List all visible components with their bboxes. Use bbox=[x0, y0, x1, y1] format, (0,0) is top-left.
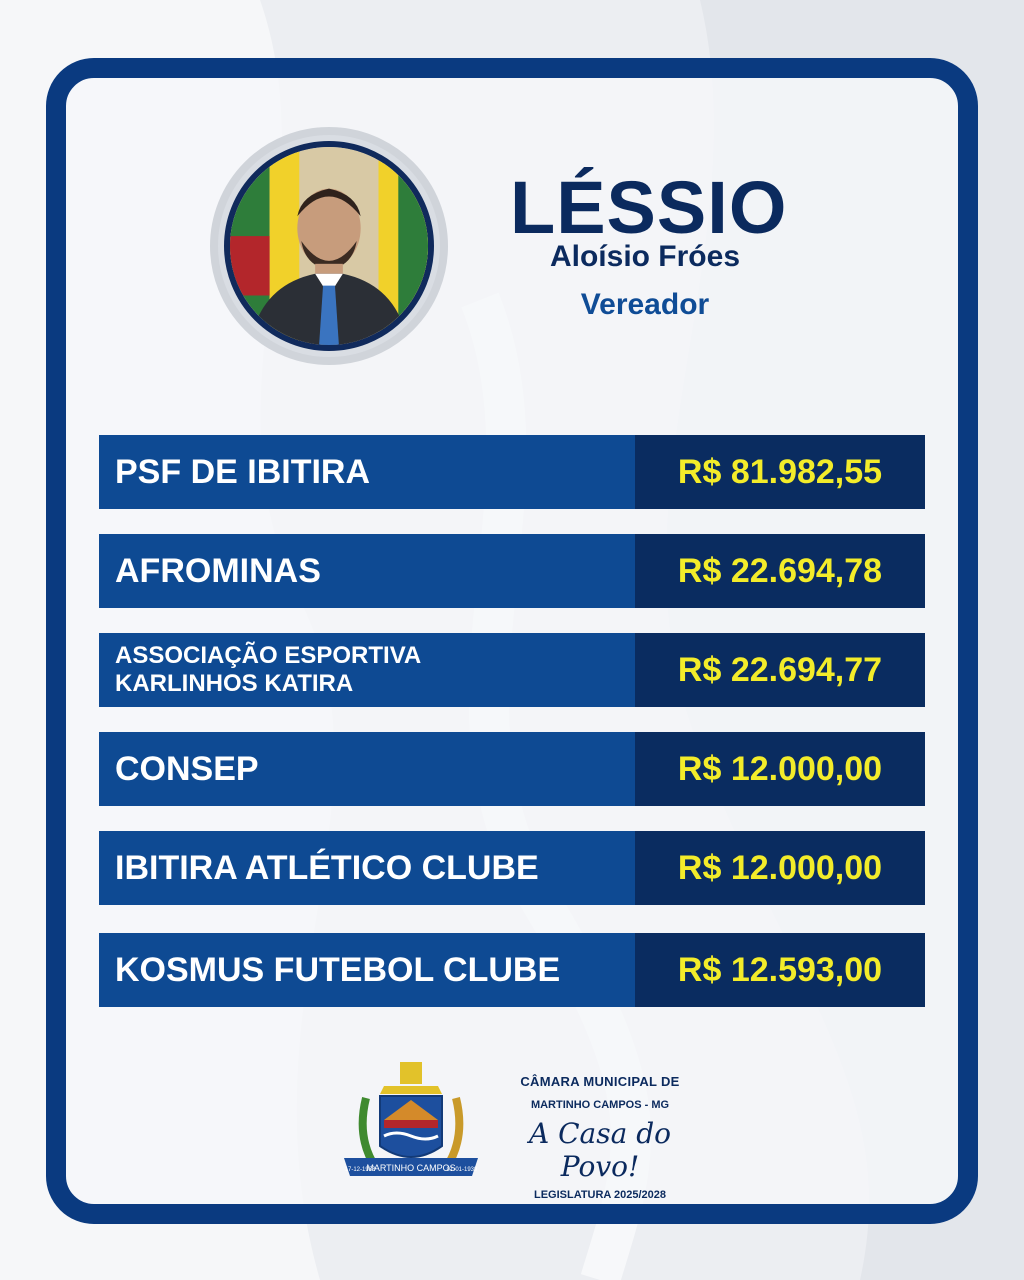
list-item bbox=[99, 732, 925, 806]
item-label: PSF DE IBITIRA bbox=[115, 452, 371, 491]
list-item bbox=[99, 633, 925, 707]
item-value: R$ 12.593,00 bbox=[635, 933, 925, 1007]
item-value: R$ 81.982,55 bbox=[635, 435, 925, 509]
list-item bbox=[99, 534, 925, 608]
municipal-crest-icon bbox=[336, 1058, 486, 1186]
crest-text: MARTINHO CAMPOS bbox=[366, 1163, 456, 1173]
item-label-line: KARLINHOS KATIRA bbox=[115, 670, 354, 697]
item-label: KOSMUS FUTEBOL CLUBE bbox=[115, 950, 561, 989]
list-item bbox=[99, 831, 925, 905]
item-label: AFROMINAS bbox=[115, 551, 321, 590]
list-item bbox=[99, 435, 925, 509]
footer-branding bbox=[500, 1074, 700, 1201]
councilor-nickname: LÉSSIO bbox=[510, 166, 788, 249]
councilor-role: Vereador bbox=[580, 288, 710, 321]
item-value: R$ 22.694,78 bbox=[635, 534, 925, 608]
list-item bbox=[99, 933, 925, 1007]
item-label bbox=[99, 633, 635, 707]
profile-photo bbox=[210, 127, 448, 365]
councilor-full-name: Aloísio Fróes bbox=[549, 240, 741, 273]
footer-line-2: MARTINHO CAMPOS - MG bbox=[530, 1099, 670, 1111]
crest-date-right: 01-01-1939 bbox=[446, 1167, 478, 1173]
item-label: CONSEP bbox=[115, 749, 259, 788]
item-value: R$ 22.694,77 bbox=[635, 633, 925, 707]
crest-date-left: 17-12-1938 bbox=[344, 1167, 376, 1173]
footer-legislature: LEGISLATURA 2025/2028 bbox=[533, 1189, 667, 1201]
footer-line-1: CÂMARA MUNICIPAL DE bbox=[520, 1074, 680, 1089]
item-value: R$ 12.000,00 bbox=[635, 732, 925, 806]
footer-slogan: A Casa do Povo! bbox=[529, 1117, 671, 1183]
item-label: IBITIRA ATLÉTICO CLUBE bbox=[115, 848, 539, 887]
item-value: R$ 12.000,00 bbox=[635, 831, 925, 905]
item-label-line: ASSOCIAÇÃO ESPORTIVA bbox=[115, 642, 422, 669]
